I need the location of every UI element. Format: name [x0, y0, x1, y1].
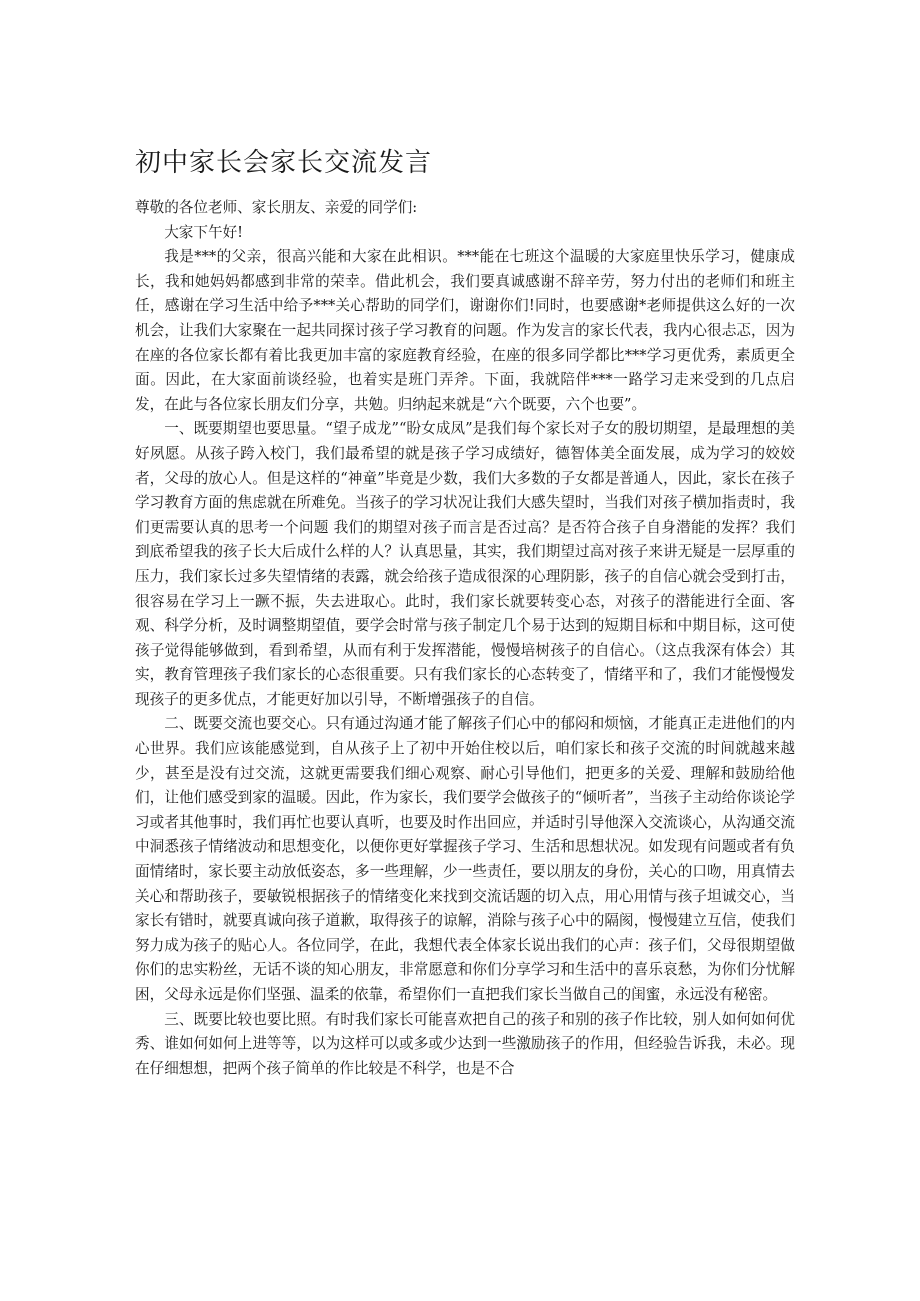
section-two-paragraph: 二、既要交流也要交心。只有通过沟通才能了解孩子们心中的郁闷和烦恼，才能真正走进他们的内心世界。我们应该能感觉到，自从孩子上了初中开始住校以后，咱们家长和孩子交流的时间就越来越少，甚至是没有过交流，这就更需要我们细心观察、耐心引导他们，把更多的关爱、理解和鼓励给他们，让他们感受到家的温暖。因此，作为家长，我们要学会做孩子的“倾听者”，当孩子主动给你谈论学习或者其他事时，我们再忙也要认真听，也要及时作出回应，并适时引导他深入交流谈心，从沟通交流中洞悉孩子情绪波动和思想变化，以便你更好掌握孩子学习、生活和思想状况。如发现有问题或者有负面情绪时，家长要主动放低姿态，多一些理解，少一些责任，要以朋友的身份，关心的口吻，用真情去关心和帮助孩子，要敏锐根据孩子的情绪变化来找到交流话题的切入点，用心用情与孩子坦诚交心，当家长有错时，就要真诚向孩子道歉，取得孩子的谅解，消除与孩子心中的隔阂，慢慢建立互信，使我们努力成为孩子的贴心人。各位同学，在此，我想代表全体家长说出我们的心声：孩子们，父母很期望做你们的忠实粉丝，无话不谈的知心朋友，非常愿意和你们分享学习和生活中的喜乐哀愁，为你们分忧解困，父母永远是你们坚强、温柔的依靠，希望你们一直把我们家长当做自己的闺蜜，永远没有秘密。 — [135, 715, 795, 1003]
salutation: 尊敬的各位老师、家长朋友、亲爱的同学们: — [135, 199, 418, 216]
document-title: 初中家长会家长交流发言 — [135, 148, 433, 178]
intro-paragraph: 我是***的父亲，很高兴能和大家在此相识。***能在七班这个温暖的大家庭里快乐学习，健康成长，我和她妈妈都感到非常的荣幸。借此机会，我们要真诚感谢不辞辛劳，努力付出的老师们和班主任，感谢在学习生活中给予***关心帮助的同学们，谢谢你们!同时，也要感谢*老师提供这么好的一次机会，让我们大家聚在一起共同探讨孩子学习教育的问题。作为发言的家长代表，我内心很忐忑，因为在座的各位家长都有着比我更加丰富的家庭教育经验，在座的很多同学都比***学习更优秀，素质更全面。因此，在大家面前谈经验，也着实是班门弄斧。下面，我就陪伴***一路学习走来受到的几点启发，在此与各位家长朋友们分享，共勉。归纳起来就是“六个既要，六个也要”。 — [135, 248, 795, 413]
section-three-paragraph: 三、既要比较也要比照。有时我们家长可能喜欢把自己的孩子和别的孩子作比较，别人如何如何优秀、谁如何如何上进等等，以为这样可以或多或少达到一些激励孩子的作用，但经验告诉我，未必。现在仔细想想，把两个孩子简单的作比较是不科学，也是不合 — [135, 1010, 795, 1077]
section-one-paragraph: 一、既要期望也要思量。“望子成龙”“盼女成凤”是我们每个家长对子女的殷切期望，是最理想的美好夙愿。从孩子跨入校门，我们最希望的就是孩子学习成绩好，德智体美全面发展，成为学习的姣姣者，父母的放心人。但是这样的“神童”毕竟是少数，我们大多数的子女都是普通人，因此，家长在孩子学习教育方面的焦虑就在所难免。当孩子的学习状况让我们大感失望时，当我们对孩子横加指责时，我们更需要认真的思考一个问题 我们的期望对孩子而言是否过高？是否符合孩子自身潜能的发挥？我们到底希望我的孩子长大后成什么样的人？认真思量，其实，我们期望过高对孩子来讲无疑是一层厚重的压力，我们家长过多失望情绪的表露，就会给孩子造成很深的心理阴影，孩子的自信心就会受到打击，很容易在学习上一蹶不振，失去进取心。此时，我们家长就要转变心态，对孩子的潜能进行全面、客观、科学分析，及时调整期望值，要学会时常与孩子制定几个易于达到的短期目标和中期目标，这可使孩子觉得能够做到，看到希望，从而有利于发挥潜能，慢慢培树孩子的自信心。（这点我深有体会）其实，教育管理孩子我们家长的心态很重要。只有我们家长的心态转变了，情绪平和了，我们才能慢慢发现孩子的更多优点，才能更好加以引导，不断增强孩子的自信。 — [135, 420, 795, 708]
document-body — [135, 196, 795, 1081]
greeting-paragraph: 大家下午好! — [164, 223, 244, 241]
